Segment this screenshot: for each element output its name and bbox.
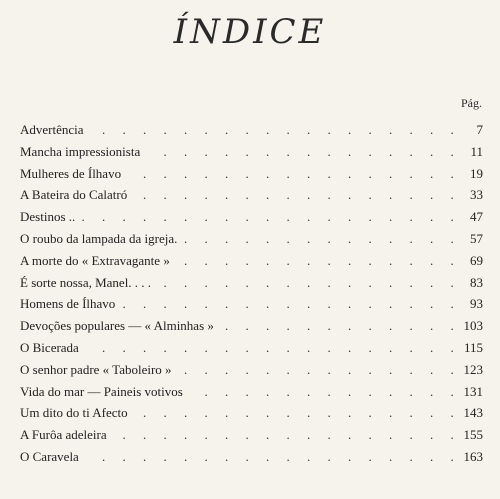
toc-entry-title: Advertência <box>20 122 90 137</box>
toc-entry-o-caravela <box>20 446 483 468</box>
toc-entry-page: 19 <box>466 163 483 185</box>
table-of-contents <box>20 119 483 468</box>
toc-entry-title: A Bateira do Calatró <box>20 187 133 202</box>
toc-entry-title: Destinos .. <box>20 209 81 224</box>
toc-entry-page: 93 <box>466 293 483 315</box>
toc-entry-o-senhor-padre-taboleiro <box>20 359 483 381</box>
toc-entry-a-morte-do-extravagante <box>20 250 483 272</box>
dot-leader <box>20 446 455 468</box>
toc-entry-page: 33 <box>466 184 483 206</box>
toc-entry-page: 83 <box>466 272 483 294</box>
toc-entry-o-roubo-da-lampada <box>20 228 483 250</box>
toc-entry-a-bateira-do-calatro <box>20 184 483 206</box>
page-column-header: Pág. <box>461 96 482 110</box>
toc-entry-destinos <box>20 206 483 228</box>
toc-entry-title: A Furôa adeleira <box>20 427 113 442</box>
dot-leader <box>20 206 455 228</box>
toc-entry-page: 69 <box>466 250 483 272</box>
toc-entry-page: 163 <box>460 446 484 468</box>
toc-entry-page: 11 <box>466 141 483 163</box>
toc-entry-advertencia <box>20 119 483 141</box>
toc-entry-title: A morte do « Extravagante » <box>20 253 176 268</box>
toc-entry-mancha-impressionista <box>20 141 483 163</box>
toc-entry-title: O roubo da lampada da igreja. <box>20 231 183 246</box>
toc-entry-o-bicerada <box>20 337 483 359</box>
toc-entry-devocoes-populares <box>20 315 483 337</box>
toc-entry-um-dito-do-ti-afecto <box>20 402 483 424</box>
toc-entry-title: O Caravela <box>20 449 85 464</box>
toc-entry-title: O senhor padre « Taboleiro » <box>20 362 178 377</box>
toc-entry-page: 103 <box>460 315 484 337</box>
toc-entry-page: 155 <box>460 424 484 446</box>
toc-entry-title: Mancha impressionista <box>20 144 146 159</box>
toc-entry-mulheres-de-ilhavo <box>20 163 483 185</box>
toc-entry-page: 47 <box>466 206 483 228</box>
toc-entry-a-furoa-adeleira <box>20 424 483 446</box>
toc-entry-title: Vida do mar — Paineis votivos <box>20 384 189 399</box>
toc-entry-vida-do-mar <box>20 381 483 403</box>
toc-entry-homens-de-ilhavo <box>20 293 483 315</box>
toc-entry-page: 143 <box>460 402 484 424</box>
toc-entry-e-sorte-nossa-manel <box>20 272 483 294</box>
toc-entry-title: Mulheres de Ílhavo <box>20 166 127 181</box>
toc-entry-page: 7 <box>473 119 484 141</box>
toc-entry-page: 123 <box>460 359 484 381</box>
page-title: ÍNDICE <box>173 12 327 52</box>
toc-entry-title: Um dito do ti Afecto <box>20 405 134 420</box>
toc-entry-title: Homens de Ílhavo <box>20 296 121 311</box>
dot-leader <box>20 337 455 359</box>
toc-entry-page: 115 <box>460 337 483 359</box>
toc-entry-title: É sorte nossa, Manel. . . . <box>20 275 157 290</box>
toc-entry-page: 131 <box>460 381 484 403</box>
toc-entry-page: 57 <box>466 228 483 250</box>
toc-entry-title: Devoções populares — « Alminhas » <box>20 318 220 333</box>
toc-entry-title: O Bicerada <box>20 340 85 355</box>
